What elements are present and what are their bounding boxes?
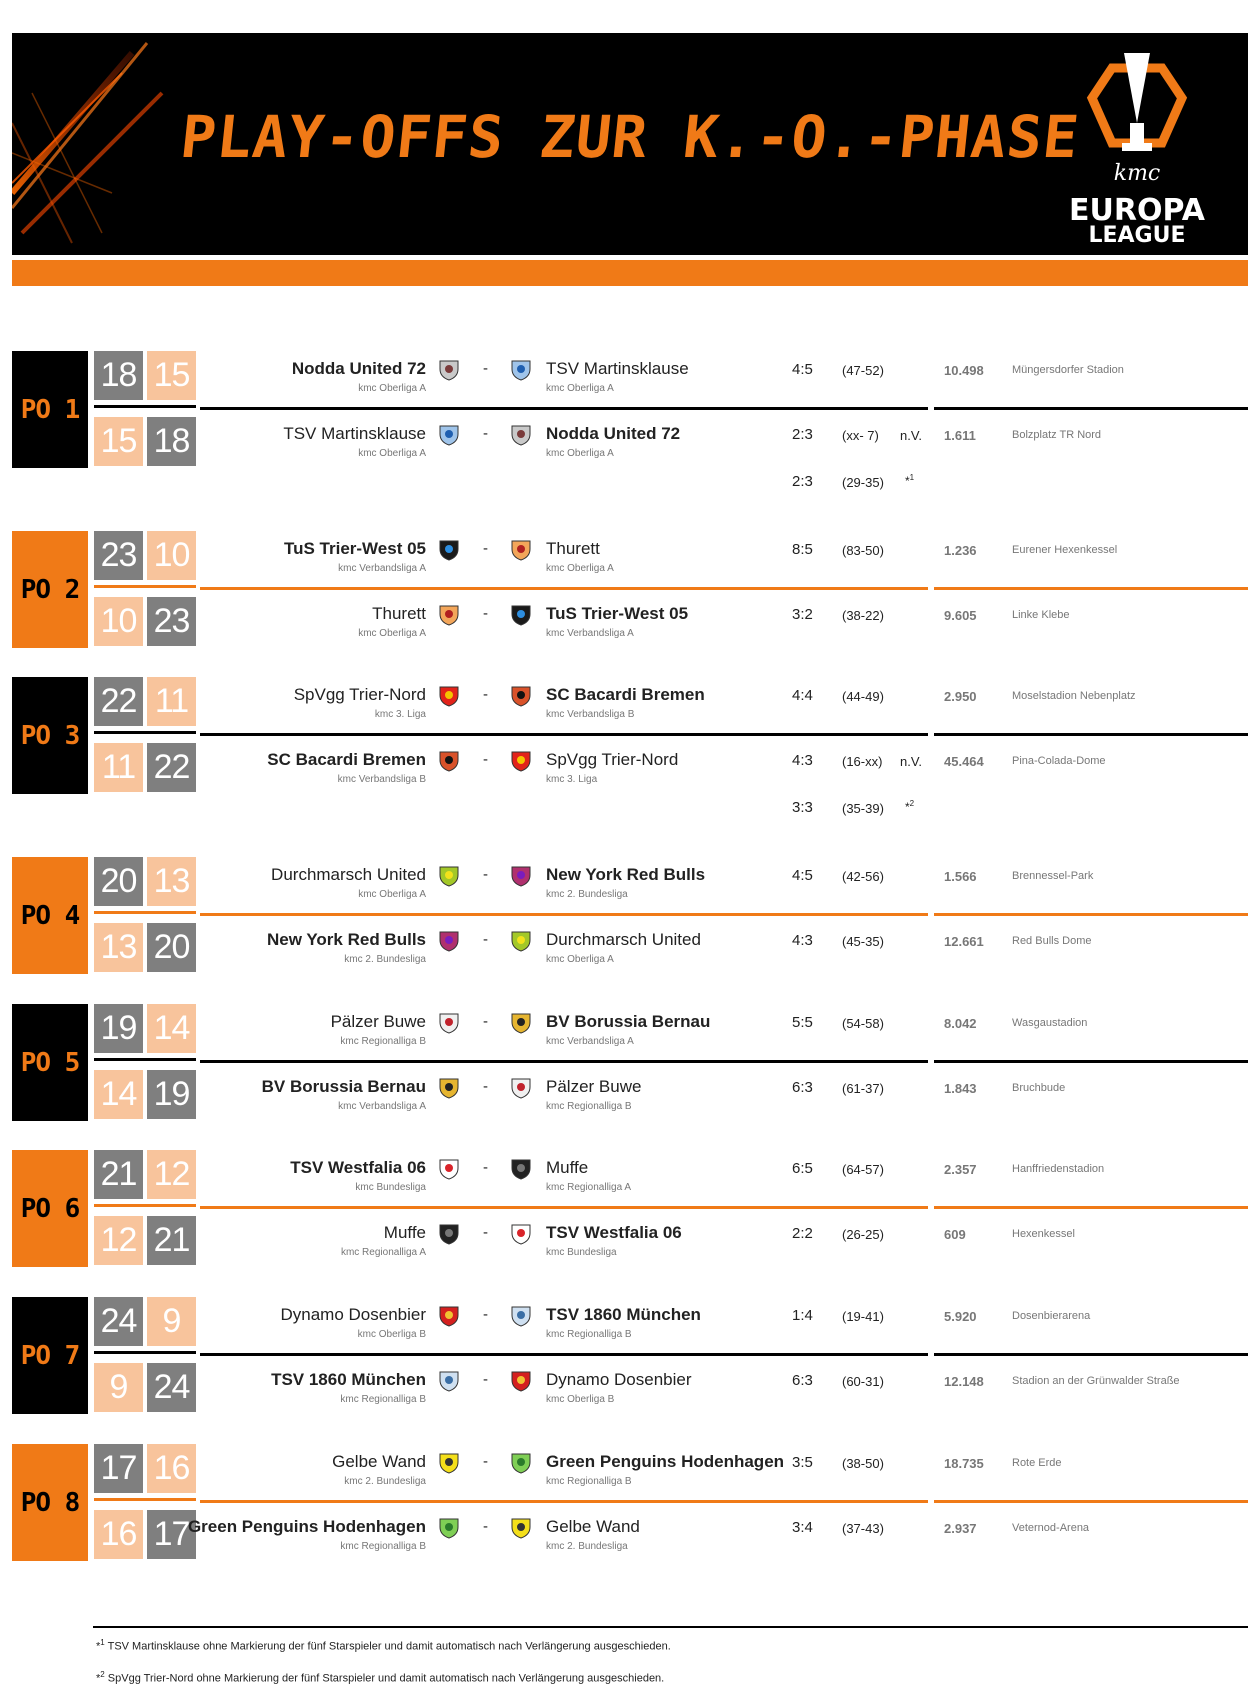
home-team-league: kmc Bundesliga: [355, 1182, 426, 1193]
halftime-score: (42-56): [842, 869, 884, 884]
venue-name: Bruchbude: [1012, 1082, 1066, 1094]
venue-name: Eurener Hexenkessel: [1012, 544, 1118, 556]
match-score: 6:3: [792, 1079, 813, 1096]
seed-separator: [94, 731, 196, 734]
away-team-name: Dynamo Dosenbier: [546, 1370, 692, 1389]
vs-dash: -: [483, 1371, 488, 1388]
attendance: 2.357: [944, 1162, 977, 1177]
westfalia-crest-icon: [437, 1157, 461, 1181]
playoff-block: [0, 1150, 1258, 1267]
seed-separator: [94, 585, 196, 588]
venue-name: Rote Erde: [1012, 1457, 1062, 1469]
durchmarsch-crest-icon: [509, 929, 533, 953]
halftime-score: (37-43): [842, 1521, 884, 1536]
away-team-league: kmc Verbandsliga A: [546, 628, 634, 639]
aggregate-score: 2:3: [792, 473, 813, 490]
playoff-label: PO 2: [12, 531, 88, 648]
vs-dash: -: [483, 605, 488, 622]
bernau-crest-icon: [437, 1076, 461, 1100]
home-team-name: Gelbe Wand: [332, 1452, 426, 1471]
match-separator: [200, 733, 928, 736]
away-team-league: kmc Oberliga A: [546, 954, 614, 965]
westfalia-crest-icon: [509, 1222, 533, 1246]
vs-dash: -: [483, 540, 488, 557]
extra-time-note: n.V.: [900, 754, 922, 769]
venue-name: Hexenkessel: [1012, 1228, 1075, 1240]
match-score: 8:5: [792, 541, 813, 558]
bacardi-bat-icon: [437, 749, 461, 773]
away-team-league: kmc Regionalliga B: [546, 1476, 632, 1487]
home-team-league: kmc Oberliga B: [357, 1329, 426, 1340]
seed-number: 22: [147, 743, 196, 792]
seed-number: 14: [94, 1070, 143, 1119]
match-score: 3:2: [792, 606, 813, 623]
away-team-league: kmc 2. Bundesliga: [546, 1541, 628, 1552]
halftime-score: (83-50): [842, 543, 884, 558]
away-team-name: Muffe: [546, 1158, 589, 1177]
away-team-league: kmc Verbandsliga A: [546, 1036, 634, 1047]
seed-number: 11: [94, 743, 143, 792]
attendance: 18.735: [944, 1456, 984, 1471]
seed-number: 21: [94, 1150, 143, 1199]
durchmarsch-crest-icon: [437, 864, 461, 888]
seed-number: 24: [147, 1363, 196, 1412]
seed-number: 9: [147, 1297, 196, 1346]
venue-name: Dosenbierarena: [1012, 1310, 1091, 1322]
halftime-score: (61-37): [842, 1081, 884, 1096]
paelzer-crest-icon: [509, 1076, 533, 1100]
attendance: 5.920: [944, 1309, 977, 1324]
halftime-score: (54-58): [842, 1016, 884, 1031]
home-team-name: Nodda United 72: [291, 359, 426, 378]
venue-name: Brennessel-Park: [1012, 870, 1094, 882]
playoff-block: [0, 1444, 1258, 1561]
halftime-score: (44-49): [842, 689, 884, 704]
home-team-name: Muffe: [383, 1223, 426, 1242]
vs-dash: -: [483, 686, 488, 703]
match-score: 4:3: [792, 752, 813, 769]
home-team-league: kmc 2. Bundesliga: [344, 954, 426, 965]
halftime-score: (38-22): [842, 608, 884, 623]
seed-number: 19: [147, 1070, 196, 1119]
nodda-crest-icon: [437, 358, 461, 382]
seed-number: 21: [147, 1216, 196, 1265]
attendance: 609: [944, 1227, 966, 1242]
vs-dash: -: [483, 751, 488, 768]
venue-name: Müngersdorfer Stadion: [1012, 364, 1124, 376]
attendance: 12.661: [944, 934, 984, 949]
home-team-name: Thurett: [372, 604, 426, 623]
seed-number: 13: [147, 857, 196, 906]
trier-nord-crest-icon: [437, 684, 461, 708]
home-team-name: TSV 1860 München: [271, 1370, 426, 1389]
muffe-crest-icon: [509, 1157, 533, 1181]
lion-crest-icon: [509, 1304, 533, 1328]
dynamo-crest-icon: [509, 1369, 533, 1393]
away-team-name: Nodda United 72: [546, 424, 681, 443]
away-team-name: Thurett: [546, 539, 600, 558]
away-team-league: kmc 2. Bundesliga: [546, 889, 628, 900]
away-team-league: kmc 3. Liga: [546, 774, 598, 785]
lion-crest-icon: [437, 1369, 461, 1393]
away-team-name: SpVgg Trier-Nord: [546, 750, 679, 769]
halftime-score: (45-35): [842, 934, 884, 949]
home-team-name: TSV Westfalia 06: [290, 1158, 426, 1177]
venue-name: Stadion an der Grünwalder Straße: [1012, 1375, 1180, 1387]
thurett-crest-icon: [509, 538, 533, 562]
thurett-crest-icon: [437, 603, 461, 627]
match-separator: [200, 1060, 928, 1063]
seed-number: 15: [147, 351, 196, 400]
away-team-name: Gelbe Wand: [546, 1517, 640, 1536]
home-team-name: TuS Trier-West 05: [283, 539, 426, 558]
home-team-league: kmc 2. Bundesliga: [344, 1476, 426, 1487]
vs-dash: -: [483, 866, 488, 883]
seed-number: 12: [147, 1150, 196, 1199]
away-team-league: kmc Oberliga A: [546, 448, 614, 459]
extra-time-note: n.V.: [900, 428, 922, 443]
halftime-score: (47-52): [842, 363, 884, 378]
seed-number: 19: [94, 1004, 143, 1053]
logo-league-text: LEAGUE: [1088, 223, 1186, 248]
match-separator: [200, 587, 928, 590]
match-score: 2:3: [792, 426, 813, 443]
halftime-score: (xx- 7): [842, 428, 879, 443]
home-team-name: TSV Martinsklause: [283, 424, 426, 443]
header-orange-bar: [12, 260, 1248, 286]
seed-number: 15: [94, 417, 143, 466]
seed-number: 10: [94, 597, 143, 646]
halftime-score: (64-57): [842, 1162, 884, 1177]
playoff-label: PO 5: [12, 1004, 88, 1121]
match-score: 3:4: [792, 1519, 813, 1536]
away-team-league: kmc Verbandsliga B: [546, 709, 635, 720]
attendance: 2.950: [944, 689, 977, 704]
vs-dash: -: [483, 1224, 488, 1241]
attendance: 2.937: [944, 1521, 977, 1536]
away-team-name: Green Penguins Hodenhagen: [546, 1452, 785, 1471]
match-score: 1:4: [792, 1307, 813, 1324]
away-team-name: SC Bacardi Bremen: [546, 685, 705, 704]
home-team-name: Durchmarsch United: [271, 865, 426, 884]
gelbe-wand-crest-icon: [509, 1516, 533, 1540]
seed-separator: [94, 911, 196, 914]
trier-west-crest-icon: [437, 538, 461, 562]
red-bulls-crest-icon: [437, 929, 461, 953]
vs-dash: -: [483, 1518, 488, 1535]
away-team-name: TSV 1860 München: [546, 1305, 701, 1324]
vs-dash: -: [483, 1013, 488, 1030]
nodda-crest-icon: [509, 423, 533, 447]
vs-dash: -: [483, 931, 488, 948]
vs-dash: -: [483, 1078, 488, 1095]
seed-number: 17: [147, 1510, 196, 1559]
seed-number: 18: [94, 351, 143, 400]
venue-name: Red Bulls Dome: [1012, 935, 1092, 947]
seed-number: 23: [147, 597, 196, 646]
seed-separator: [94, 405, 196, 408]
attendance: 9.605: [944, 608, 977, 623]
attendance: 45.464: [944, 754, 984, 769]
seed-number: 24: [94, 1297, 143, 1346]
footnote-divider: [93, 1626, 1248, 1628]
venue-name: Pina-Colada-Dome: [1012, 755, 1106, 767]
bacardi-bat-icon: [509, 684, 533, 708]
venue-separator: [934, 913, 1248, 916]
attendance: 12.148: [944, 1374, 984, 1389]
away-team-league: kmc Oberliga A: [546, 383, 614, 394]
away-team-league: kmc Regionalliga B: [546, 1329, 632, 1340]
home-team-league: kmc Oberliga A: [358, 889, 426, 900]
trophy-icon: [1082, 43, 1192, 163]
away-team-name: Durchmarsch United: [546, 930, 701, 949]
aggregate-halftime: (29-35): [842, 475, 884, 490]
seed-separator: [94, 1351, 196, 1354]
home-team-league: kmc Regionalliga B: [340, 1036, 426, 1047]
playoff-block: [0, 531, 1258, 648]
attendance: 1.611: [944, 428, 976, 443]
halftime-score: (26-25): [842, 1227, 884, 1242]
venue-name: Bolzplatz TR Nord: [1012, 429, 1102, 441]
home-team-league: kmc Verbandsliga A: [338, 1101, 426, 1112]
home-team-name: Dynamo Dosenbier: [280, 1305, 426, 1324]
seed-number: 12: [94, 1216, 143, 1265]
venue-separator: [934, 587, 1248, 590]
home-team-name: BV Borussia Bernau: [261, 1077, 426, 1096]
martinsklause-crest-icon: [509, 358, 533, 382]
seed-separator: [94, 1058, 196, 1061]
venue-name: Moselstadion Nebenplatz: [1012, 690, 1136, 702]
home-team-name: New York Red Bulls: [266, 930, 426, 949]
match-score: 4:3: [792, 932, 813, 949]
home-team-league: kmc Oberliga A: [358, 628, 426, 639]
footnote-1: *$^1$ TSV Martinsklause ohne Markierung der fünf Starspieler und damit automatisch nach Verlängerung ausgeschieden.: [96, 1638, 671, 1653]
seed-number: 18: [147, 417, 196, 466]
seed-number: 22: [94, 677, 143, 726]
footnote-marker: *$^2$: [905, 799, 915, 814]
home-team-league: kmc Oberliga A: [358, 448, 426, 459]
away-team-name: BV Borussia Bernau: [546, 1012, 711, 1031]
seed-number: 23: [94, 531, 143, 580]
match-separator: [200, 1206, 928, 1209]
vs-dash: -: [483, 360, 488, 377]
match-score: 4:4: [792, 687, 813, 704]
playoff-block: [0, 857, 1258, 974]
trier-nord-crest-icon: [509, 749, 533, 773]
footnote-2: *$^2$ SpVgg Trier-Nord ohne Markierung der fünf Starspieler und damit automatisch nach Verlängerung ausgeschieden.: [96, 1670, 665, 1685]
seed-number: 16: [147, 1444, 196, 1493]
venue-separator: [934, 407, 1248, 410]
attendance: 1.566: [944, 869, 977, 884]
venue-name: Hanffriedenstadion: [1012, 1163, 1105, 1175]
attendance: 8.042: [944, 1016, 977, 1031]
venue-separator: [934, 1060, 1248, 1063]
away-team-league: kmc Regionalliga A: [546, 1182, 632, 1193]
match-separator: [200, 913, 928, 916]
halftime-score: (16-xx): [842, 754, 883, 769]
playoff-block: [0, 351, 1258, 490]
away-team-league: kmc Bundesliga: [546, 1247, 617, 1258]
martinsklause-crest-icon: [437, 423, 461, 447]
aggregate-halftime: (35-39): [842, 801, 884, 816]
match-score: 3:5: [792, 1454, 813, 1471]
playoff-label: PO 1: [12, 351, 88, 468]
venue-name: Linke Klebe: [1012, 609, 1070, 621]
venue-name: Veternod-Arena: [1012, 1522, 1090, 1534]
playoff-label: PO 7: [12, 1297, 88, 1414]
home-team-league: kmc Oberliga A: [358, 383, 426, 394]
playoff-label: PO 6: [12, 1150, 88, 1267]
home-team-name: Green Penguins Hodenhagen: [187, 1517, 426, 1536]
seed-number: 20: [94, 857, 143, 906]
seed-number: 11: [147, 677, 196, 726]
red-bulls-crest-icon: [509, 864, 533, 888]
seed-number: 9: [94, 1363, 143, 1412]
venue-separator: [934, 1353, 1248, 1356]
penguin-crest-icon: [509, 1451, 533, 1475]
match-score: 5:5: [792, 1014, 813, 1031]
match-separator: [200, 1500, 928, 1503]
away-team-name: TSV Martinsklause: [546, 359, 689, 378]
attendance: 1.236: [944, 543, 977, 558]
venue-name: Wasgaustadion: [1012, 1017, 1088, 1029]
logo-kmc-text: kmc: [1113, 161, 1161, 186]
aggregate-score: 3:3: [792, 799, 813, 816]
away-team-league: kmc Oberliga A: [546, 563, 614, 574]
vs-dash: -: [483, 1159, 488, 1176]
playoff-block: [0, 1297, 1258, 1414]
match-score: 4:5: [792, 361, 813, 378]
venue-separator: [934, 1500, 1248, 1503]
trier-west-crest-icon: [509, 603, 533, 627]
playoff-block: [0, 1004, 1258, 1121]
venue-separator: [934, 1206, 1248, 1209]
vs-dash: -: [483, 1306, 488, 1323]
vs-dash: -: [483, 425, 488, 442]
playoff-label: PO 3: [12, 677, 88, 794]
seed-number: 16: [94, 1510, 143, 1559]
page-title: PLAY-OFFS ZUR K.-O.-PHASE: [177, 103, 1083, 171]
match-score: 6:3: [792, 1372, 813, 1389]
dynamo-crest-icon: [437, 1304, 461, 1328]
seed-number: 17: [94, 1444, 143, 1493]
home-team-league: kmc Regionalliga A: [340, 1247, 426, 1258]
halftime-score: (60-31): [842, 1374, 884, 1389]
away-team-name: New York Red Bulls: [546, 865, 706, 884]
attendance: 10.498: [944, 363, 984, 378]
home-team-league: kmc Regionalliga B: [340, 1541, 426, 1552]
playoff-label: PO 8: [12, 1444, 88, 1561]
home-team-league: kmc Regionalliga B: [340, 1394, 426, 1405]
match-score: 4:5: [792, 867, 813, 884]
seed-number: 14: [147, 1004, 196, 1053]
away-team-league: kmc Regionalliga B: [546, 1101, 632, 1112]
playoff-block: [0, 677, 1258, 816]
logo-europa-text: EUROPA: [1069, 193, 1205, 228]
seed-number: 10: [147, 531, 196, 580]
playoff-label: PO 4: [12, 857, 88, 974]
away-team-name: TSV Westfalia 06: [546, 1223, 682, 1242]
home-team-name: Pälzer Buwe: [330, 1012, 426, 1031]
match-score: 2:2: [792, 1225, 813, 1242]
home-team-league: kmc 3. Liga: [374, 709, 426, 720]
halftime-score: (19-41): [842, 1309, 884, 1324]
match-separator: [200, 407, 928, 410]
away-team-name: Pälzer Buwe: [546, 1077, 642, 1096]
seed-number: 13: [94, 923, 143, 972]
match-score: 6:5: [792, 1160, 813, 1177]
away-team-league: kmc Oberliga B: [546, 1394, 615, 1405]
header-banner: [12, 33, 1248, 255]
vs-dash: -: [483, 1453, 488, 1470]
home-team-league: kmc Verbandsliga B: [337, 774, 426, 785]
match-separator: [200, 1353, 928, 1356]
europa-league-logo: [1057, 43, 1217, 248]
attendance: 1.843: [944, 1081, 977, 1096]
seed-separator: [94, 1498, 196, 1501]
away-team-name: TuS Trier-West 05: [546, 604, 689, 623]
footnote-marker: *$^1$: [905, 473, 915, 488]
penguin-crest-icon: [437, 1516, 461, 1540]
home-team-league: kmc Verbandsliga A: [338, 563, 426, 574]
bernau-crest-icon: [509, 1011, 533, 1035]
seed-separator: [94, 1204, 196, 1207]
halftime-score: (38-50): [842, 1456, 884, 1471]
muffe-crest-icon: [437, 1222, 461, 1246]
gelbe-wand-crest-icon: [437, 1451, 461, 1475]
home-team-name: SC Bacardi Bremen: [267, 750, 426, 769]
home-team-name: SpVgg Trier-Nord: [293, 685, 426, 704]
venue-separator: [934, 733, 1248, 736]
seed-number: 20: [147, 923, 196, 972]
paelzer-crest-icon: [437, 1011, 461, 1035]
